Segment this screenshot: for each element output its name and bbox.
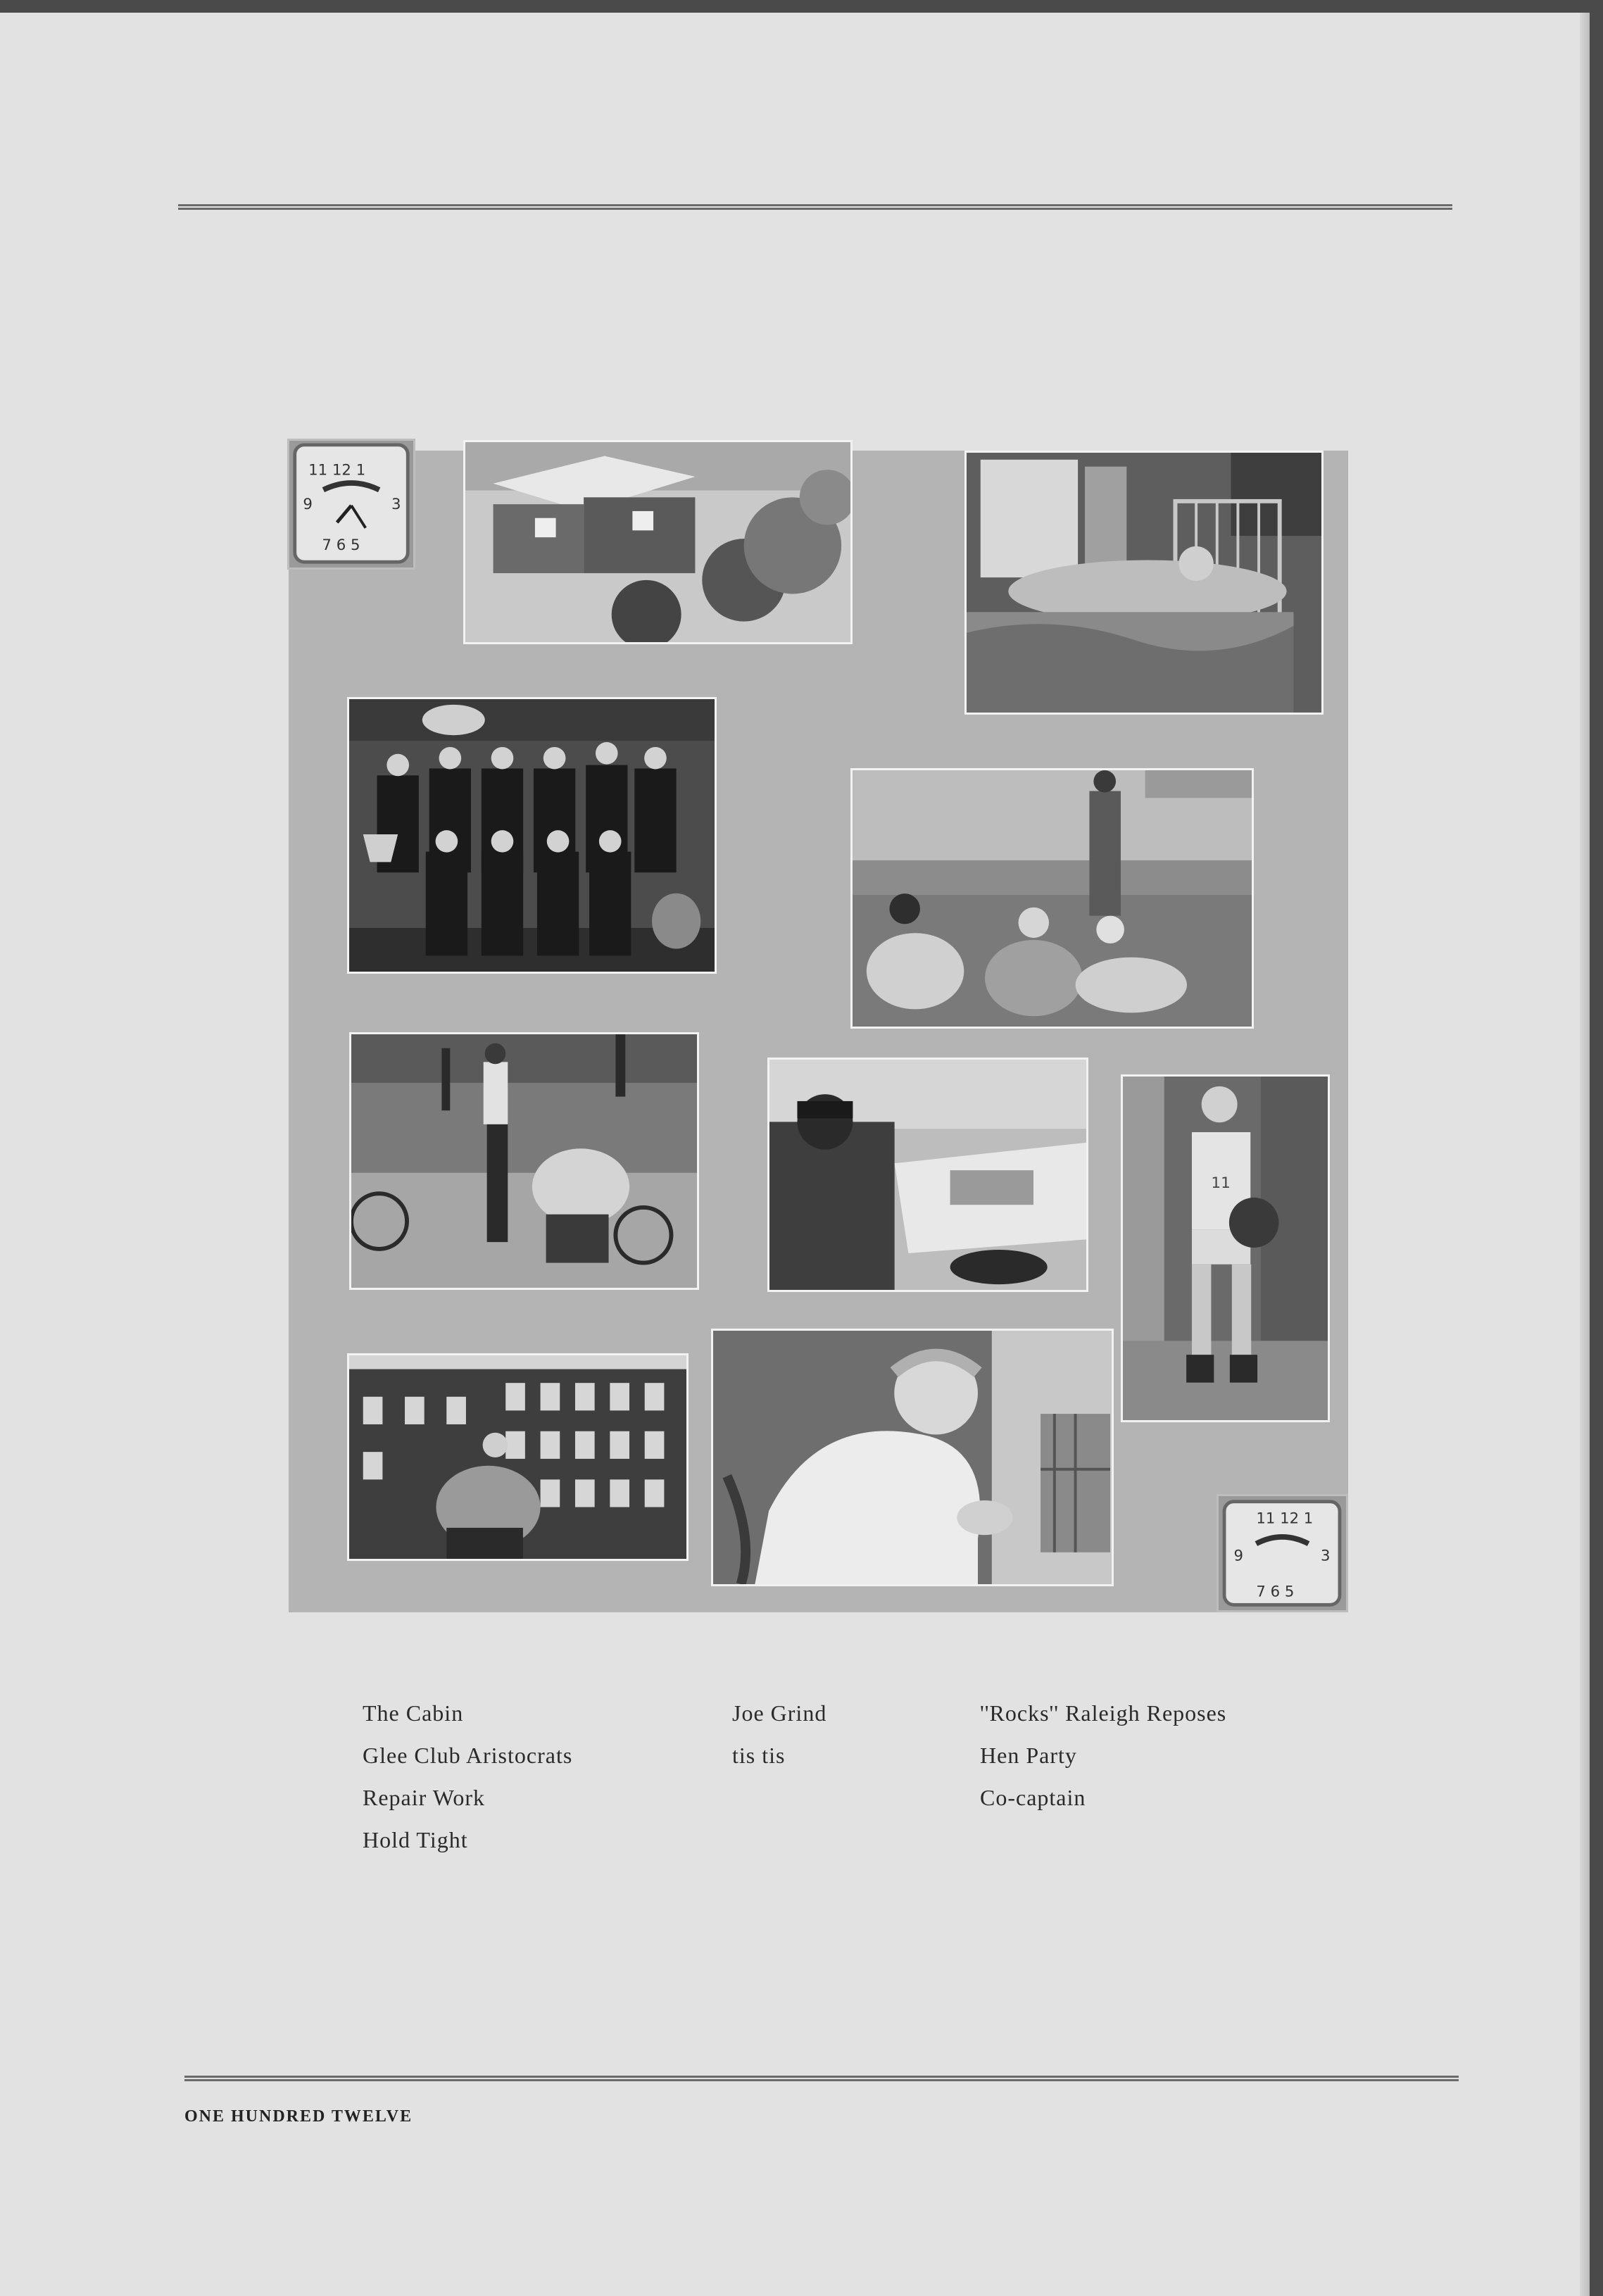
svg-text:9: 9 — [1233, 1547, 1244, 1565]
caption-hold-tight: Hold Tight — [363, 1827, 468, 1852]
photo-glee-club — [347, 697, 717, 974]
photo-raleigh-reposes — [964, 451, 1324, 715]
photo-co-captain — [1121, 1074, 1330, 1422]
svg-text:7 6 5: 7 6 5 — [322, 536, 360, 554]
caption-column-2 — [732, 1692, 826, 1776]
photo-joe-grind — [767, 1058, 1088, 1292]
page-number: ONE HUNDRED TWELVE — [184, 2107, 413, 2126]
photo-the-cabin — [463, 440, 853, 644]
bottom-rule — [184, 2076, 1459, 2081]
top-rule — [178, 204, 1452, 210]
svg-text:3: 3 — [1320, 1547, 1331, 1565]
photo-repair-work — [349, 1032, 699, 1290]
jersey-number: 11 — [1211, 1174, 1231, 1193]
caption-glee-club: Glee Club Aristocrats — [363, 1743, 573, 1768]
caption-column-1 — [363, 1692, 572, 1861]
svg-text:11 12 1: 11 12 1 — [1256, 1510, 1314, 1528]
caption-joe-grind: Joe Grind — [732, 1700, 827, 1726]
photo-clock-bottom — [1217, 1494, 1348, 1612]
caption-the-cabin: The Cabin — [363, 1700, 464, 1726]
photo-tis-tis — [711, 1329, 1114, 1586]
caption-hen-party: Hen Party — [980, 1743, 1077, 1768]
svg-text:9: 9 — [303, 495, 313, 513]
caption-repair-work: Repair Work — [363, 1785, 486, 1810]
caption-raleigh-reposes: ''Rocks'' Raleigh Reposes — [980, 1700, 1227, 1726]
caption-tis-tis: tis tis — [732, 1743, 786, 1768]
yearbook-page — [0, 13, 1590, 2296]
photo-clock-top — [287, 439, 415, 570]
photo-hen-party — [850, 768, 1254, 1029]
svg-text:3: 3 — [391, 495, 401, 513]
caption-column-3 — [980, 1692, 1226, 1819]
svg-text:11 12 1: 11 12 1 — [308, 461, 366, 479]
svg-text:7 6 5: 7 6 5 — [1256, 1583, 1295, 1601]
caption-co-captain: Co-captain — [980, 1785, 1086, 1810]
photo-hold-tight — [347, 1353, 689, 1561]
